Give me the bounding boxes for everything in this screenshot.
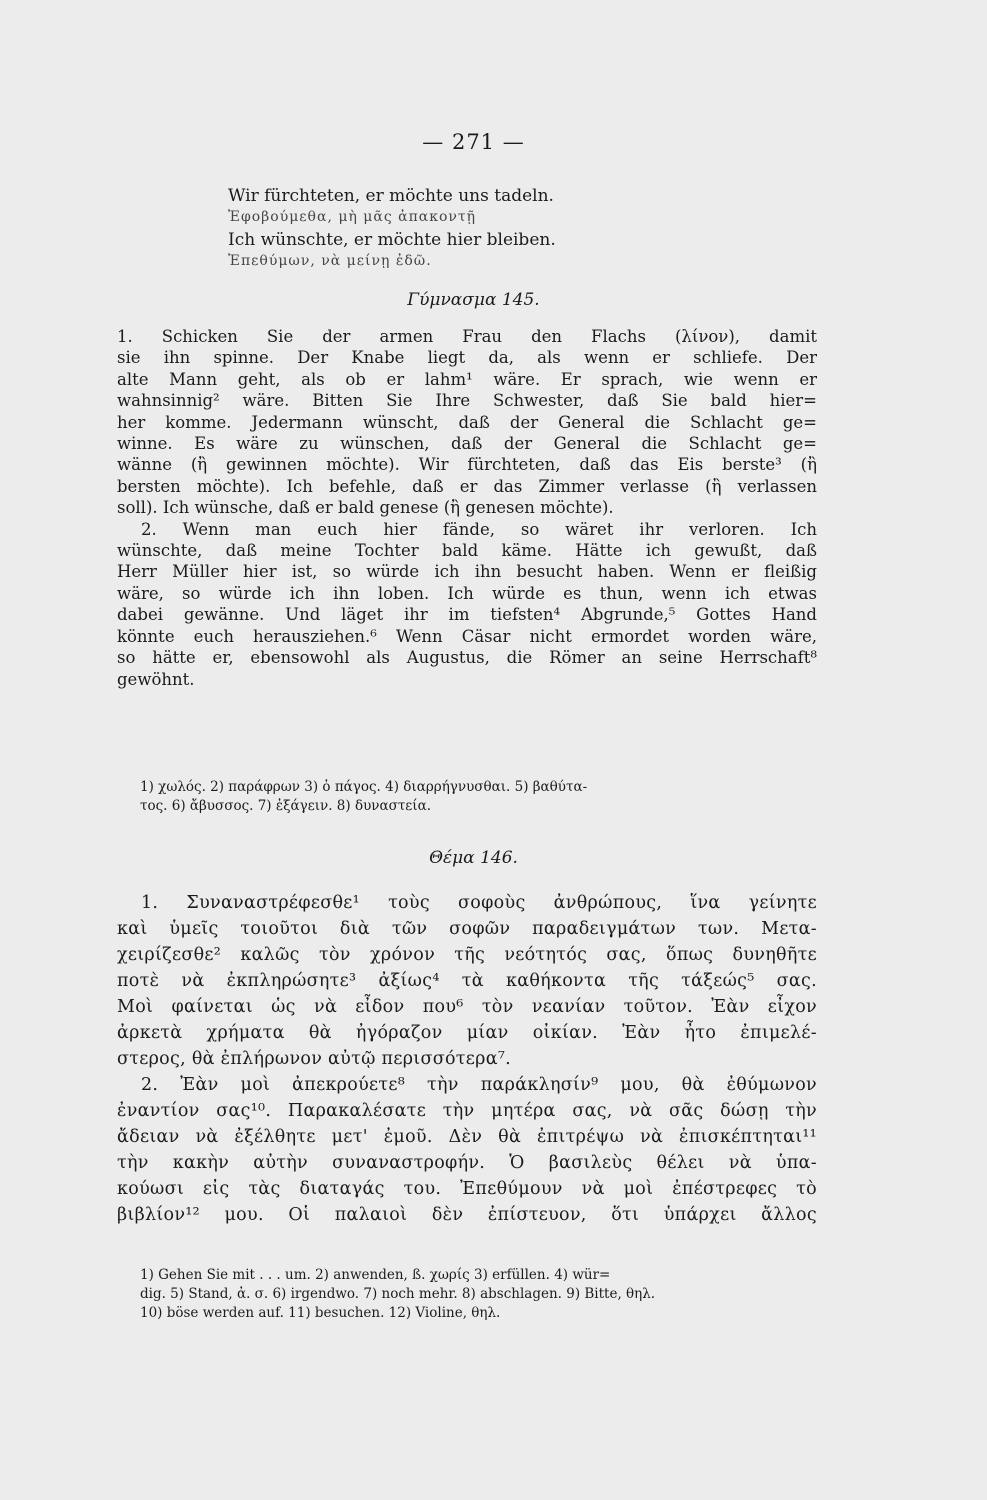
theme-146-text: [117, 890, 817, 1228]
text-line: κούωσι εἰς τὰς διαταγάς του. Ἐπεθύμουν νὰ μοὶ ἐπέστρεφες τὸ: [117, 1179, 817, 1199]
text-line: winne. Es wäre zu wünschen, daß der General die Schlacht ge=: [117, 434, 817, 454]
text-line: könnte euch herausziehen.⁶ Wenn Cäsar nicht ermordet worden wäre,: [117, 626, 817, 646]
text-line: wäre, so würde ich ihn loben. Ich würde es thun, wenn ich etwas: [117, 583, 817, 603]
theme-heading-146: Θέμα 146.: [429, 848, 518, 868]
footnote-line: τος. 6) ἄβυσσος. 7) ἐξάγειν. 8) δυναστεία.: [140, 798, 431, 814]
footnote-line: dig. 5) Stand, ἀ. σ. 6) irgendwo. 7) noch mehr. 8) abschlagen. 9) Bitte, θηλ.: [140, 1286, 656, 1302]
exercise-145-text: [117, 326, 817, 690]
footnote-line: 1) Gehen Sie mit . . . um. 2) anwenden, ß. χωρίς 3) erfüllen. 4) wür=: [140, 1267, 611, 1283]
example-sentences: [228, 186, 828, 272]
text-line: καὶ ὑμεῖς τοιοῦτοι διὰ τῶν σοφῶν παραδειγμάτων των. Μετα-: [117, 919, 817, 939]
text-line: bersten möchte). Ich befehle, daß er das Zimmer verlasse (ἢ verlassen: [117, 476, 817, 496]
text-line: dabei gewänne. Und läget ihr im tiefsten⁴ Abgrunde,⁵ Gottes Hand: [117, 605, 817, 625]
text-line: Μοὶ φαίνεται ὡς νὰ εἶδον που⁶ τὸν νεανίαν τοῦτον. Ἐὰν εἶχον: [117, 997, 817, 1017]
page-number: — 271 —: [422, 130, 525, 154]
text-line: so hätte er, ebensowohl als Augustus, die Römer an seine Herrschaft⁸: [117, 648, 817, 668]
text-line: gewöhnt.: [117, 669, 195, 689]
footnotes-146: [140, 1266, 820, 1323]
text-line: ἐναντίον σας¹⁰. Παρακαλέσατε τὴν μητέρα σας, νὰ σᾶς δώσῃ τὴν: [117, 1101, 817, 1121]
text-line: wänne (ἢ gewinnen möchte). Wir fürchteten, daß das Eis berste³ (ἢ: [117, 455, 817, 475]
footnote-line: 10) böse werden auf. 11) besuchen. 12) Violine, θηλ.: [140, 1305, 501, 1321]
text-line: Herr Müller hier ist, so würde ich ihn besucht haben. Wenn er fleißig: [117, 562, 817, 582]
text-line: χειρίζεσθε² καλῶς τὸν χρόνον τῆς νεότητός σας, ὅπως δυνηθῆτε: [117, 945, 817, 965]
text-line: 2. Ἐὰν μοὶ ἀπεκρούετε⁸ τὴν παράκλησίν⁹ μου, θὰ ἐθύμωνον: [141, 1075, 817, 1095]
example-line: Ἐφοβούμεθα, μὴ μᾶς ἀπακοντῇ: [228, 209, 477, 225]
footnote-line: 1) χωλός. 2) παράφρων 3) ὁ πάγος. 4) διαρρήγνυσθαι. 5) βαθύτα-: [140, 779, 588, 795]
footnotes-145: [140, 778, 820, 816]
text-line: 1. Συναναστρέφεσθε¹ τοὺς σοφοὺς ἀνθρώπους, ἵνα γείνητε: [141, 893, 817, 913]
text-line: sie ihn spinne. Der Knabe liegt da, als wenn er schliefe. Der: [117, 348, 817, 368]
text-line: ποτὲ νὰ ἐκπληρώσητε³ ἀξίως⁴ τὰ καθήκοντα τῆς τάξεώς⁵ σας.: [117, 971, 817, 991]
example-line: Wir fürchteten, er möchte uns tadeln.: [228, 186, 554, 206]
text-line: 1. Schicken Sie der armen Frau den Flachs (λίνον), damit: [117, 327, 817, 346]
text-line: ἄδειαν νὰ ἐξέλθητε μετ' ἐμοῦ. Δὲν θὰ ἐπιτρέψω νὰ ἐπισκέπτηται¹¹: [117, 1127, 817, 1147]
text-line: 2. Wenn man euch hier fände, so wäret ihr verloren. Ich: [141, 519, 817, 539]
example-line: Ἐπεθύμων, νὰ μείνῃ ἐδῶ.: [228, 253, 432, 269]
text-line: στερος, θὰ ἐπλήρωνον αὐτῷ περισσότερα⁷.: [117, 1049, 512, 1069]
text-line: her komme. Jedermann wünscht, daß der General die Schlacht ge=: [117, 412, 817, 432]
exercise-heading-145: Γύμνασμα 145.: [407, 290, 540, 310]
text-line: soll). Ich wünsche, daß er bald genese (ἢ genesen möchte).: [117, 498, 614, 518]
text-line: wünschte, daß meine Tochter bald käme. Hätte ich gewußt, daß: [117, 541, 817, 561]
text-line: ἀρκετὰ χρήματα θὰ ἠγόραζον μίαν οἰκίαν. Ἐὰν ἦτο ἐπιμελέ-: [117, 1023, 817, 1043]
text-line: wahnsinnig² wäre. Bitten Sie Ihre Schwester, daß Sie bald hier=: [117, 391, 817, 411]
example-line: Ich wünschte, er möchte hier bleiben.: [228, 230, 556, 250]
text-line: alte Mann geht, als ob er lahm¹ wäre. Er sprach, wie wenn er: [117, 369, 817, 389]
text-line: τὴν κακὴν αὐτὴν συναναστροφήν. Ὁ βασιλεὺς θέλει νὰ ὑπα-: [117, 1153, 817, 1173]
text-line: βιβλίον¹² μου. Οἱ παλαιοὶ δὲν ἐπίστευον, ὅτι ὑπάρχει ἄλλος: [117, 1205, 817, 1225]
